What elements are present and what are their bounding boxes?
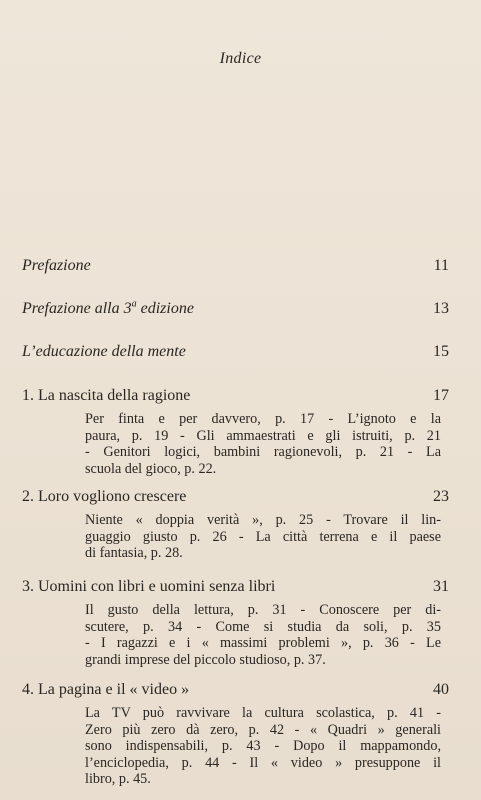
chapter-contents-line: scutere, p. 34 - Come si studia da soli, p. 35 [85,618,441,635]
toc-entry-page: 11 [433,257,449,274]
chapter-contents [85,602,441,668]
chapter-contents-line: grandi imprese del piccolo studioso, p. 37. [85,651,326,668]
chapter-contents-line: l’enciclopedia, p. 44 - Il « video » presuppone il [85,754,441,771]
chapter-contents-line: Niente « doppia verità », p. 25 - Trovare il lin- [85,512,441,528]
chapter-contents-line: sono indispensabili, p. 43 - Dopo il mappamondo, [85,738,441,755]
toc-chapter-4 [22,680,449,788]
chapter-page: 40 [433,681,449,698]
toc-entry-title [22,299,194,319]
chapter-contents-line: - Genitori logici, bambini ragionevoli, p. 21 - La [85,444,441,461]
toc-entry-page: 13 [433,300,449,317]
chapter-page: 23 [433,488,449,505]
toc-entry-page: 15 [433,343,449,360]
chapter-contents-line: libro, p. 45. [85,771,151,788]
chapter-contents-line: Per finta e per davvero, p. 17 - L’ignoto e la [85,411,441,427]
chapter-contents [85,512,441,562]
chapter-contents [85,705,441,788]
toc-entry-prefazione [22,256,449,276]
toc-entry-title-suffix: edizione [136,300,194,317]
chapter-contents [85,411,441,477]
chapter-contents-line: paura, p. 19 - Gli ammaestrati e gli istruiti, p. 21 [85,427,441,444]
chapter-title: 4. La pagina e il « video » [22,681,190,698]
chapter-title: 1. La nascita della ragione [22,387,191,404]
chapter-title: 2. Loro vogliono crescere [22,488,187,505]
chapter-contents-line: - I ragazzi e i « massimi problemi », p. 36 - Le [85,635,441,652]
toc-entry-title-superscript: a [131,298,137,310]
toc-entry-prefazione-3a-edizione [22,299,449,319]
toc-entry-title-prefix: Prefazione alla 3 [22,300,132,317]
chapter-contents-line: Zero più zero dà zero, p. 42 - « Quadri » generali [85,721,441,738]
chapter-contents-line: La TV può ravvivare la cultura scolastica, p. 41 - [85,705,441,721]
page-title: Indice [219,50,262,67]
toc-entry-educazione-della-mente [22,342,449,362]
chapter-contents-line: guaggio giusto p. 26 - La città terrena e il paese [85,528,441,545]
toc-chapter-2 [22,487,449,562]
chapter-page: 31 [433,578,449,595]
chapter-contents-line: Il gusto della lettura, p. 31 - Conoscere per di- [85,602,441,618]
toc-entry-title: Prefazione [22,257,91,274]
chapter-contents-line: di fantasia, p. 28. [85,545,183,562]
chapter-title: 3. Uomini con libri e uomini senza libri [22,578,276,595]
chapter-page: 17 [433,387,449,404]
toc-chapter-3 [22,577,449,668]
toc-chapter-1 [22,386,449,477]
toc-entry-title: L’educazione della mente [22,343,186,360]
chapter-contents-line: scuola del gioco, p. 22. [85,460,217,477]
